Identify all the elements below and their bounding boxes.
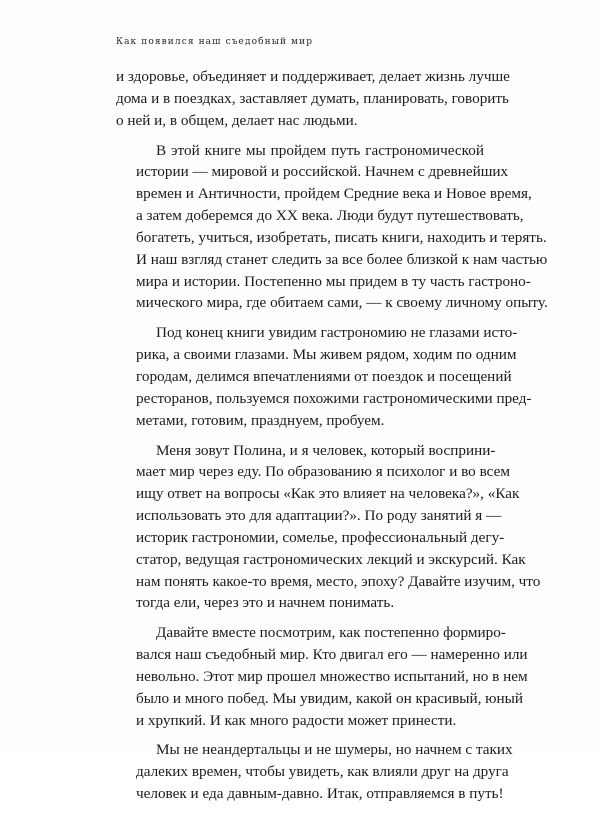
text-line: богатеть, учиться, изобретать, писать книги, находить и терять. (136, 228, 547, 246)
text-line: ищу ответ на вопросы «Как это влияет на человека?», «Как (136, 485, 520, 503)
text-line: о ней и, в общем, делает нас людьми. (116, 111, 358, 129)
text-line: нам понять какое-то время, место, эпоху? Давайте изучим, что (136, 572, 541, 590)
running-head: Как появился наш съедобный мир (116, 37, 314, 47)
text-line: метами, готовим, празднуем, пробуем. (136, 411, 385, 429)
text-line: дома и в поездках, заставляет думать, планировать, говорить (116, 89, 509, 107)
paragraph-4 (116, 440, 541, 615)
paragraph-6 (116, 739, 513, 805)
text-line: И наш взгляд станет следить за все более близкой к нам частью (136, 250, 548, 268)
text-line: мает мир через еду. По образованию я психолог и во всем (136, 463, 510, 481)
paragraph-2 (116, 140, 548, 315)
text-line: Мы не неандертальцы и не шумеры, но начнем с таких (156, 741, 513, 759)
text-line: вался наш съедобный мир. Кто двигал его — намеренно или (136, 646, 528, 664)
text-line: и здоровье, объединяет и поддерживает, делает жизнь лучше (116, 68, 510, 85)
text-line: В этой книге мы пройдем путь гастрономической (156, 141, 484, 159)
text-line: тогда ели, через это и начнем понимать. (136, 594, 395, 612)
text-line: ресторанов, пользуемся похожими гастрономическими пред- (136, 389, 532, 407)
text-line: городам, делимся впечатлениями от поездок и посещений (136, 367, 512, 385)
paragraph-3 (116, 322, 532, 431)
text-line: использовать это для адаптации?». По роду занятий я — (136, 507, 502, 525)
text-line: было и много побед. Мы увидим, какой он красивый, юный (136, 689, 523, 707)
text-line: истории — мировой и российской. Начнем с древнейших (136, 163, 509, 181)
text-line: Давайте вместе посмотрим, как постепенно формиро- (156, 624, 506, 642)
text-line: рика, а своими глазами. Мы живем рядом, ходим по одним (136, 346, 517, 364)
text-line: историк гастрономии, сомелье, профессиональный дегу- (136, 528, 505, 546)
text-line: мического мира, где обитаем сами, — к своему личному опыту. (136, 294, 548, 312)
text-line: и хрупкий. И как много радости может принести. (136, 711, 457, 729)
body-text (116, 66, 548, 813)
text-line: Меня зовут Полина, и я человек, который восприни- (156, 441, 496, 459)
text-line: а затем доберемся до XX века. Люди будут путешествовать, (136, 207, 524, 225)
text-line: невольно. Этот мир прошел множество испытаний, но в нем (136, 667, 528, 685)
text-line: далеких времен, чтобы увидеть, как влияли друг на друга (136, 763, 509, 781)
paragraph-5 (116, 622, 528, 731)
paragraph-1 (116, 66, 510, 132)
text-line: мира и истории. Постепенно мы придем в ту часть гастроно- (136, 272, 531, 290)
text-line: времен и Античности, пройдем Средние века и Новое время, (136, 185, 532, 203)
text-line: человек и еда давным-давно. Итак, отправляемся в путь! (136, 785, 504, 803)
text-line: статор, ведущая гастрономических лекций и экскурсий. Как (136, 550, 526, 568)
text-line: Под конец книги увидим гастрономию не глазами исто- (156, 324, 518, 342)
